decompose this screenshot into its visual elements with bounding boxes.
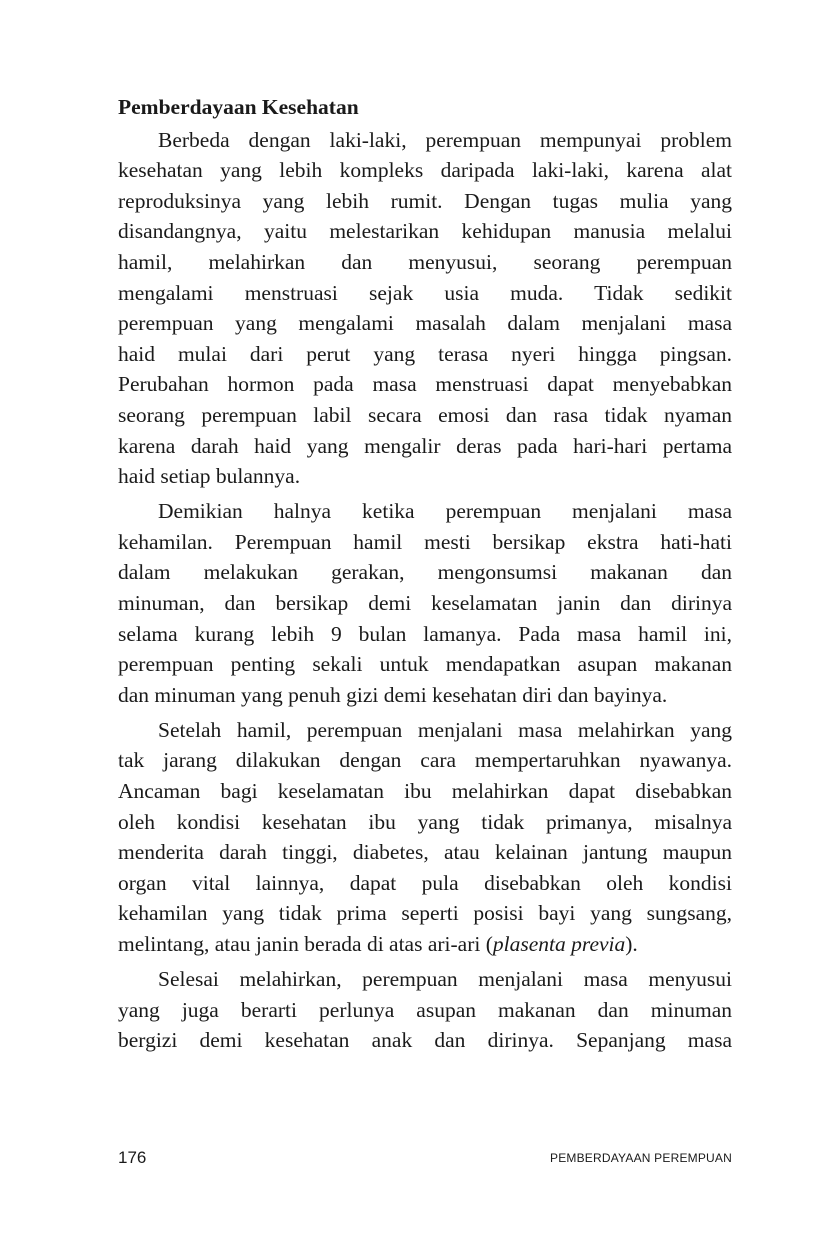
- text-line: yang juga berarti perlunya asupan makanan dan minuman: [118, 997, 732, 1022]
- text-line: Demikian halnya ketika perempuan menjalani masa: [158, 499, 732, 524]
- text-line: menderita darah tinggi, diabetes, atau kelainan jantung maupun: [118, 840, 732, 865]
- text-line: Ancaman bagi keselamatan ibu melahirkan dapat disebabkan: [118, 779, 732, 804]
- paragraph: [118, 496, 732, 710]
- text-line: Perubahan hormon pada masa menstruasi dapat menyebabkan: [118, 372, 732, 397]
- text-line: Berbeda dengan laki-laki, perempuan mempunyai problem: [158, 127, 732, 152]
- text-line: oleh kondisi kesehatan ibu yang tidak primanya, misalnya: [118, 809, 732, 834]
- text-line: perempuan yang mengalami masalah dalam menjalani masa: [118, 311, 732, 336]
- page-number: 176: [118, 1148, 147, 1167]
- text-line: Selesai melahirkan, perempuan menjalani masa menyusui: [158, 967, 732, 992]
- text-line: haid mulai dari perut yang terasa nyeri hingga pingsan.: [118, 341, 732, 366]
- text-line: tak jarang dilakukan dengan cara mempertaruhkan nyawanya.: [118, 748, 732, 773]
- paragraph: [118, 964, 732, 1056]
- section-heading: Pemberdayaan Kesehatan: [118, 95, 359, 119]
- italic-term: plasenta previa: [492, 932, 626, 957]
- text-line: karena darah haid yang mengalir deras pada hari-hari pertama: [118, 433, 732, 458]
- page-body: [118, 92, 732, 1060]
- running-title: PEMBERDAYAAN PEREMPUAN: [550, 1151, 732, 1165]
- text-line: seorang perempuan labil secara emosi dan rasa tidak nyaman: [118, 402, 732, 427]
- text-line: kehamilan yang tidak prima seperti posisi bayi yang sungsang,: [118, 901, 732, 926]
- text-line: dan minuman yang penuh gizi demi kesehatan diri dan bayinya.: [118, 682, 668, 707]
- text-line: kesehatan yang lebih kompleks daripada laki-laki, karena alat: [118, 158, 732, 183]
- text-line: organ vital lainnya, dapat pula disebabkan oleh kondisi: [118, 870, 732, 895]
- text-segment: melintang, atau janin berada di atas ari-ari (: [118, 932, 493, 957]
- text-segment: ).: [625, 932, 638, 957]
- paragraph: [118, 715, 732, 960]
- paragraph: [118, 125, 732, 492]
- text-line: hamil, melahirkan dan menyusui, seorang perempuan: [118, 249, 732, 274]
- text-line: haid setiap bulannya.: [118, 464, 301, 489]
- text-line: mengalami menstruasi sejak usia muda. Tidak sedikit: [118, 280, 732, 305]
- text-line: disandangnya, yaitu melestarikan kehidupan manusia melalui: [118, 219, 732, 244]
- text-line: reproduksinya yang lebih rumit. Dengan tugas mulia yang: [118, 188, 732, 213]
- text-line: minuman, dan bersikap demi keselamatan janin dan dirinya: [118, 591, 732, 615]
- text-line: perempuan penting sekali untuk mendapatkan asupan makanan: [118, 652, 732, 677]
- text-line: bergizi demi kesehatan anak dan dirinya. Sepanjang masa: [118, 1028, 732, 1053]
- text-line: selama kurang lebih 9 bulan lamanya. Pada masa hamil ini,: [118, 621, 732, 646]
- text-line: [118, 929, 732, 960]
- text-line: dalam melakukan gerakan, mengonsumsi makanan dan: [118, 560, 732, 585]
- text-line: Setelah hamil, perempuan menjalani masa melahirkan yang: [158, 717, 732, 742]
- text-line: kehamilan. Perempuan hamil mesti bersikap ekstra hati-hati: [118, 529, 732, 554]
